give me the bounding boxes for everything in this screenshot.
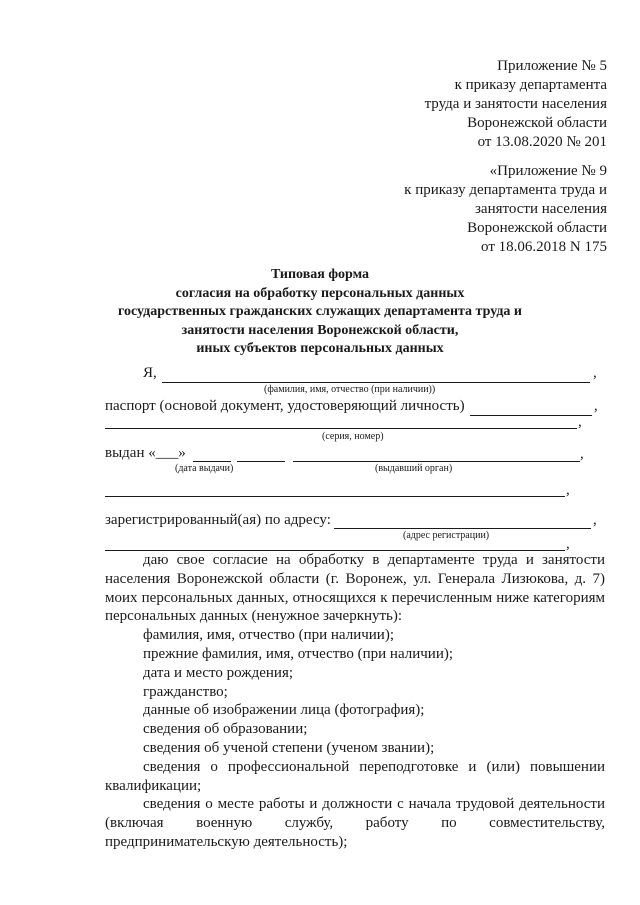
category-item: сведения об образовании; bbox=[143, 721, 308, 738]
issuing-organ-field-2[interactable] bbox=[105, 496, 565, 497]
issue-date-caption: (дата выдачи) bbox=[175, 463, 234, 474]
series-caption: (серия, номер) bbox=[322, 431, 384, 442]
organ-comma: , bbox=[566, 482, 570, 498]
appendix-5-header bbox=[425, 57, 607, 152]
appendix-5-line-3: труда и занятости населения bbox=[424, 96, 607, 112]
registered-label: зарегистрированный(ая) по адресу: bbox=[105, 512, 331, 528]
address-caption: (адрес регистрации) bbox=[403, 530, 490, 541]
title-line-3: государственных гражданских служащих департамента труда и bbox=[118, 304, 522, 319]
category-item-retraining: сведения о профессиональной переподготовке и (или) повышении bbox=[143, 758, 605, 775]
category-item: прежние фамилия, имя, отчество (при наличии); bbox=[143, 645, 454, 662]
appendix-9-line-5: от 18.06.2018 N 175 bbox=[481, 239, 607, 255]
appendix-9-line-2: к приказу департамента труда и bbox=[404, 182, 607, 198]
category-item-workplace-cont: (включая военную службу, работу по совместительству, bbox=[105, 815, 605, 832]
appendix-5-line-4: Воронежской области bbox=[467, 115, 607, 131]
category-item-retraining-cont: квалификации; bbox=[105, 777, 202, 794]
fio-caption: (фамилия, имя, отчество (при наличии)) bbox=[264, 384, 436, 395]
title-line-4: занятости населения Воронежской области, bbox=[181, 322, 459, 338]
appendix-9-line-3: занятости населения bbox=[474, 201, 607, 217]
ya-label: Я, bbox=[143, 365, 157, 381]
issued-comma: , bbox=[580, 446, 584, 462]
issued-label: выдан «___» bbox=[105, 445, 186, 461]
series-comma: , bbox=[578, 414, 582, 430]
appendix-5-line-2: к приказу департамента bbox=[454, 77, 607, 93]
passport-comma: , bbox=[594, 398, 598, 414]
category-item: данные об изображении лица (фотография); bbox=[143, 702, 425, 719]
issuing-organ-caption: (выдавший орган) bbox=[375, 463, 453, 474]
category-item: дата и место рождения; bbox=[143, 664, 294, 681]
appendix-9-header bbox=[404, 162, 607, 257]
issued-year-field[interactable] bbox=[237, 461, 285, 462]
appendix-9-line-4: Воронежской области bbox=[467, 220, 607, 236]
consent-line-2: населения Воронежской области (г. Воронеж, ул. Генерала Лизюкова, д. 7) bbox=[105, 570, 605, 587]
title-line-2: согласия на обработку персональных данных bbox=[175, 285, 465, 301]
appendix-5-line-5: от 13.08.2020 № 201 bbox=[477, 134, 607, 150]
consent-body bbox=[105, 551, 605, 852]
passport-label: паспорт (основой документ, удостоверяющий личность) bbox=[105, 398, 465, 414]
appendix-5-line-1: Приложение № 5 bbox=[497, 58, 607, 74]
category-item: сведения об ученой степени (ученом звании); bbox=[143, 739, 435, 756]
fio-field[interactable] bbox=[162, 382, 590, 383]
appendix-9-line-1: «Приложение № 9 bbox=[489, 163, 607, 179]
issuing-organ-field[interactable] bbox=[293, 461, 580, 462]
passport-field[interactable] bbox=[470, 415, 592, 416]
passport-series-field[interactable] bbox=[105, 428, 577, 429]
fio-comma: , bbox=[593, 365, 597, 381]
address-comma-2: , bbox=[566, 536, 570, 552]
consent-line-1: даю свое согласие на обработку в департаменте труда и занятости bbox=[143, 552, 605, 568]
category-item: гражданство; bbox=[143, 683, 228, 700]
category-item: фамилия, имя, отчество (при наличии); bbox=[143, 627, 394, 644]
category-item-workplace-end: предпринимательскую деятельность); bbox=[105, 833, 348, 850]
issued-month-field[interactable] bbox=[193, 461, 231, 462]
address-field[interactable] bbox=[334, 528, 591, 529]
title-line-1: Типовая форма bbox=[270, 267, 370, 282]
title-line-5: иных субъектов персональных данных bbox=[196, 341, 444, 356]
consent-line-4: персональных данных (ненужное зачеркнуть): bbox=[105, 608, 403, 625]
category-item-workplace: сведения о месте работы и должности с начала трудовой деятельности bbox=[143, 796, 605, 813]
document-title bbox=[96, 266, 544, 359]
consent-line-3: моих персональных данных, относящихся к перечисленным ниже категориям bbox=[105, 589, 605, 606]
address-comma: , bbox=[593, 512, 597, 528]
